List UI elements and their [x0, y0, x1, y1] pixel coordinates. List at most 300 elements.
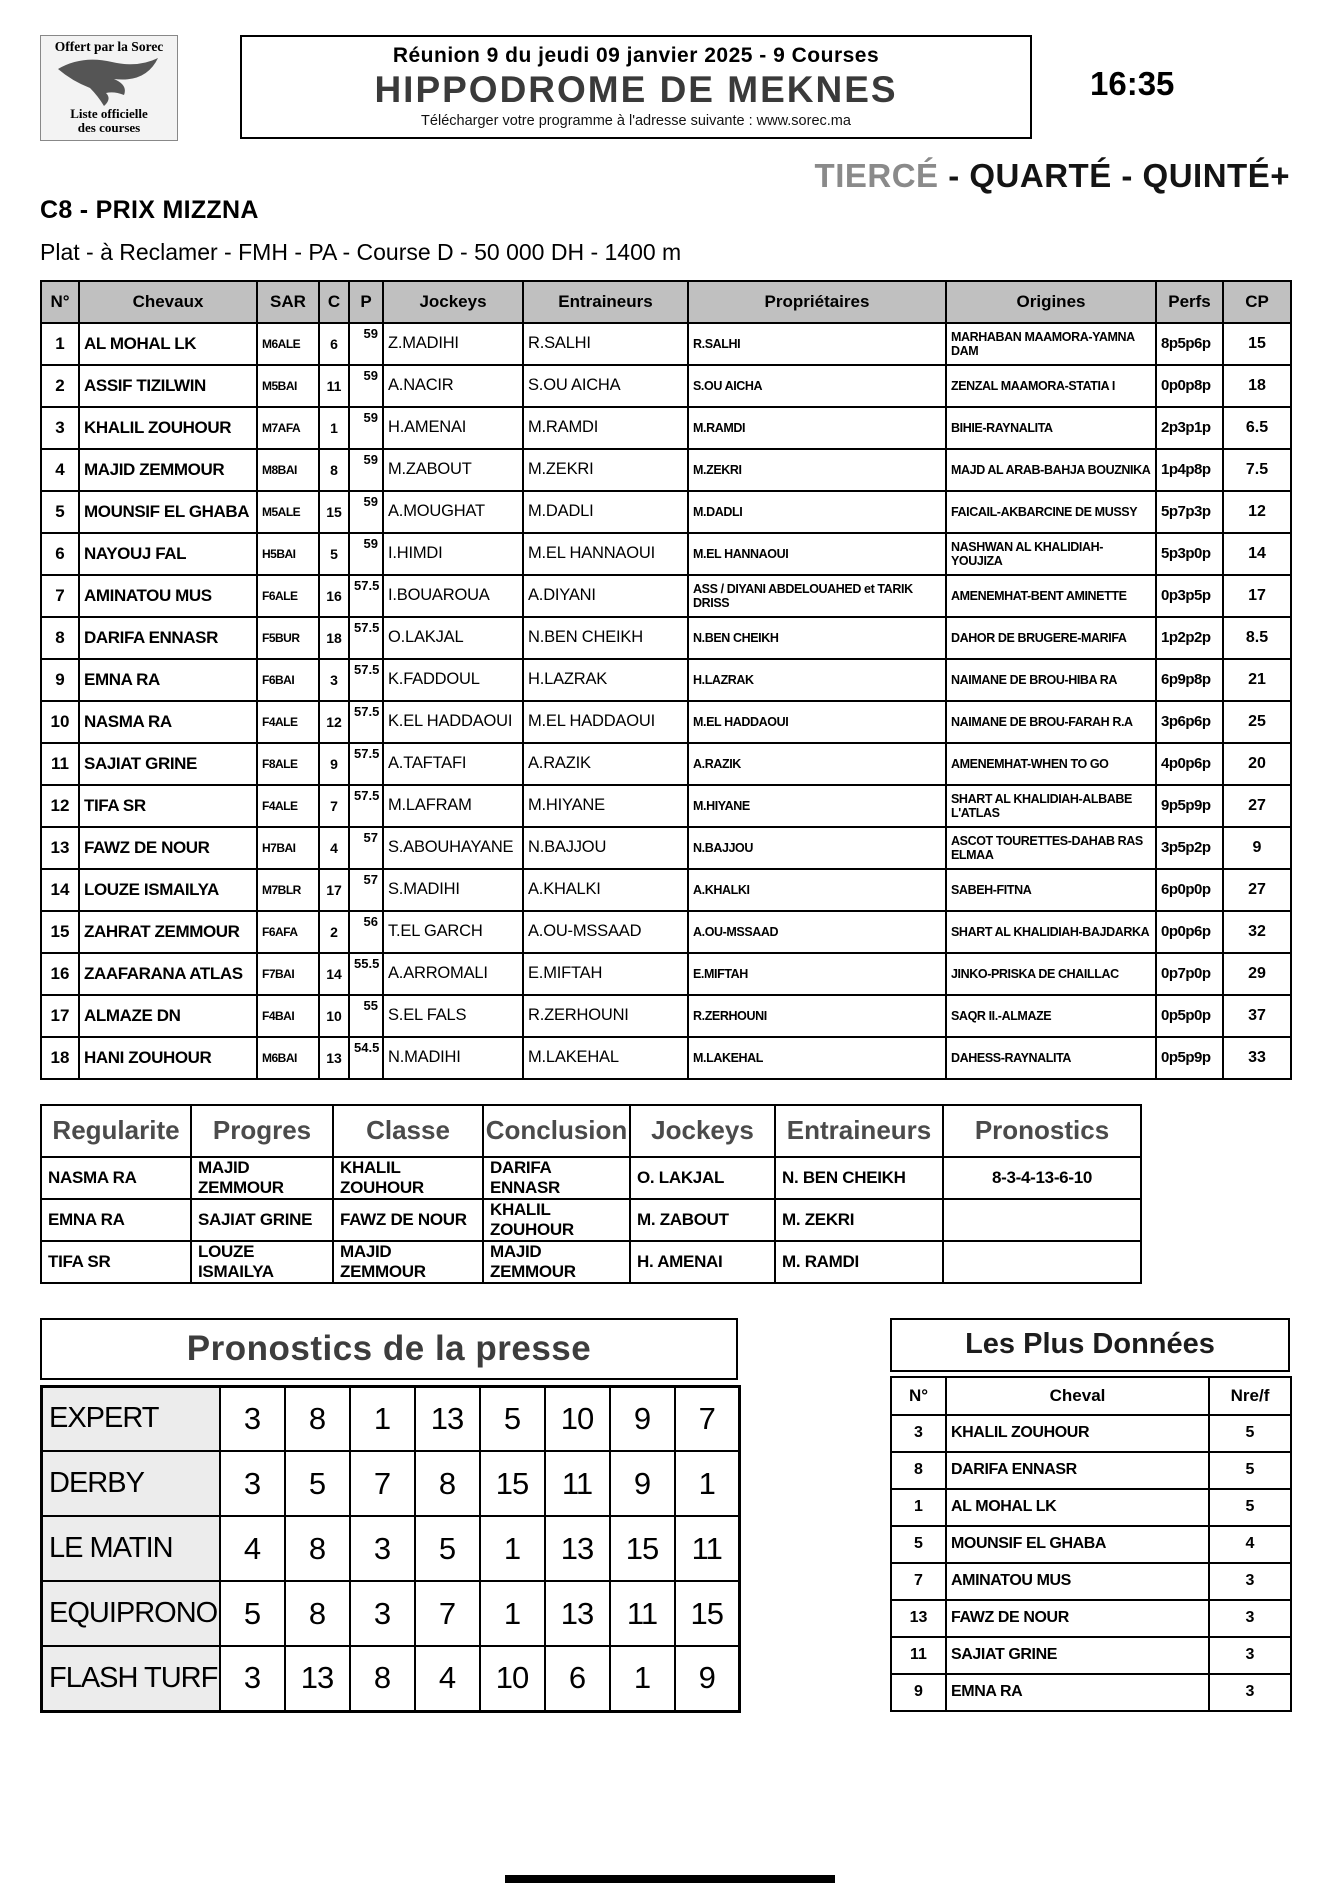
runners-column-header: SAR — [257, 281, 319, 323]
runner-cell: SABEH-FITNA — [946, 869, 1156, 911]
runner-cell: M.DADLI — [523, 491, 688, 533]
press-pick-cell: 3 — [220, 1646, 285, 1711]
most-given-column-header: Cheval — [946, 1377, 1209, 1415]
runner-cell: AMENEMHAT-WHEN TO GO — [946, 743, 1156, 785]
runner-cell: M.ZEKRI — [523, 449, 688, 491]
runner-cell: FAICAIL-AKBARCINE DE MUSSY — [946, 491, 1156, 533]
runner-cell: MAJID ZEMMOUR — [79, 449, 257, 491]
runner-cell: 14 — [319, 953, 349, 995]
runner-cell: M.ZEKRI — [688, 449, 946, 491]
runner-cell: A.OU-MSSAAD — [523, 911, 688, 953]
analysis-cell: M. ZABOUT — [630, 1199, 775, 1241]
runner-cell: M.RAMDI — [688, 407, 946, 449]
press-pick-cell: 11 — [675, 1516, 740, 1581]
runner-cell: BIHIE-RAYNALITA — [946, 407, 1156, 449]
runner-cell: 29 — [1223, 953, 1291, 995]
runner-cell: 6 — [319, 323, 349, 365]
press-pick-cell: 13 — [545, 1581, 610, 1646]
runners-column-header: Entraineurs — [523, 281, 688, 323]
runner-cell: 57.5 — [349, 575, 383, 617]
runner-cell: S.MADIHI — [383, 869, 523, 911]
analysis-cell: O. LAKJAL — [630, 1157, 775, 1199]
runner-cell: 18 — [41, 1037, 79, 1079]
runner-cell: MOUNSIF EL GHABA — [79, 491, 257, 533]
most-given-cell: EMNA RA — [946, 1674, 1209, 1711]
runner-cell: 15 — [319, 491, 349, 533]
runner-cell: S.EL FALS — [383, 995, 523, 1037]
most-given-cell: 1 — [891, 1489, 946, 1526]
runner-row — [41, 575, 1291, 617]
runner-cell: 0p3p5p — [1156, 575, 1223, 617]
runner-cell: O.LAKJAL — [383, 617, 523, 659]
runner-cell: S.ABOUHAYANE — [383, 827, 523, 869]
runner-cell: 15 — [41, 911, 79, 953]
most-given-cell: 3 — [1209, 1637, 1291, 1674]
runner-row — [41, 953, 1291, 995]
runner-cell: 57.5 — [349, 701, 383, 743]
runner-cell: M5ALE — [257, 491, 319, 533]
runner-cell: M.LAFRAM — [383, 785, 523, 827]
runner-cell: F4BAI — [257, 995, 319, 1037]
analysis-column-header: Pronostics — [943, 1105, 1141, 1157]
runner-cell: H5BAI — [257, 533, 319, 575]
runners-column-header: CP — [1223, 281, 1291, 323]
runners-table — [40, 280, 1292, 1080]
runner-cell: M.EL HANNAOUI — [688, 533, 946, 575]
runner-row — [41, 743, 1291, 785]
most-given-cell: 3 — [891, 1415, 946, 1452]
most-given-cell: 3 — [1209, 1674, 1291, 1711]
most-given-row — [891, 1452, 1291, 1489]
runner-cell: 8 — [41, 617, 79, 659]
runner-cell: 59 — [349, 491, 383, 533]
runner-cell: 1p2p2p — [1156, 617, 1223, 659]
runner-cell: 27 — [1223, 869, 1291, 911]
runners-column-header: N° — [41, 281, 79, 323]
analysis-column-header: Regularite — [41, 1105, 191, 1157]
runner-cell: S.OU AICHA — [523, 365, 688, 407]
runner-cell: R.ZERHOUNI — [523, 995, 688, 1037]
runner-row — [41, 785, 1291, 827]
runner-cell: MARHABAN MAAMORA-YAMNA DAM — [946, 323, 1156, 365]
runner-cell: TIFA SR — [79, 785, 257, 827]
most-given-row — [891, 1637, 1291, 1674]
press-pick-cell: 1 — [480, 1516, 545, 1581]
analysis-cell: NASMA RA — [41, 1157, 191, 1199]
runner-cell: 10 — [319, 995, 349, 1037]
runner-cell: M.RAMDI — [523, 407, 688, 449]
runner-row — [41, 617, 1291, 659]
runner-cell: 2 — [41, 365, 79, 407]
runner-cell: 9 — [319, 743, 349, 785]
runner-cell: F4ALE — [257, 701, 319, 743]
analysis-header-row — [41, 1105, 1141, 1157]
runner-cell: M.EL HANNAOUI — [523, 533, 688, 575]
race-title: C8 - PRIX MIZZNA — [40, 195, 259, 224]
bottom-section — [40, 1318, 1290, 1713]
runner-cell: 59 — [349, 407, 383, 449]
most-given-cell: AMINATOU MUS — [946, 1563, 1209, 1600]
runner-cell: 0p5p0p — [1156, 995, 1223, 1037]
analysis-cell: DARIFA ENNASR — [483, 1157, 630, 1199]
press-pick-cell: 9 — [610, 1386, 675, 1451]
runner-cell: N.BAJJOU — [688, 827, 946, 869]
runner-row — [41, 701, 1291, 743]
runner-cell: 16 — [319, 575, 349, 617]
runner-cell: 55.5 — [349, 953, 383, 995]
runner-cell: NAIMANE DE BROU-FARAH R.A — [946, 701, 1156, 743]
press-row — [42, 1386, 740, 1451]
runner-cell: 27 — [1223, 785, 1291, 827]
runner-cell: 56 — [349, 911, 383, 953]
runner-cell: 3 — [319, 659, 349, 701]
runner-cell: NASHWAN AL KHALIDIAH-YOUJIZA — [946, 533, 1156, 575]
runner-cell: 4 — [41, 449, 79, 491]
runner-cell: AMINATOU MUS — [79, 575, 257, 617]
press-pick-cell: EQUIPRONO — [42, 1581, 220, 1646]
runner-cell: AMENEMHAT-BENT AMINETTE — [946, 575, 1156, 617]
analysis-cell: 8-3-4-13-6-10 — [943, 1157, 1141, 1199]
runner-cell: 7 — [319, 785, 349, 827]
most-given-row — [891, 1526, 1291, 1563]
runner-cell: A.NACIR — [383, 365, 523, 407]
press-pick-cell: 15 — [480, 1451, 545, 1516]
runner-cell: 57.5 — [349, 785, 383, 827]
runner-cell: A.DIYANI — [523, 575, 688, 617]
runner-cell: NAYOUJ FAL — [79, 533, 257, 575]
runner-cell: 8 — [319, 449, 349, 491]
runner-cell: K.EL HADDAOUI — [383, 701, 523, 743]
runner-cell: 17 — [319, 869, 349, 911]
runner-cell: M.LAKEHAL — [523, 1037, 688, 1079]
press-row — [42, 1516, 740, 1581]
runner-cell: 37 — [1223, 995, 1291, 1037]
runner-cell: A.KHALKI — [688, 869, 946, 911]
runner-cell: 18 — [1223, 365, 1291, 407]
runner-cell: 11 — [319, 365, 349, 407]
most-given-cell: SAJIAT GRINE — [946, 1637, 1209, 1674]
runner-cell: 0p0p8p — [1156, 365, 1223, 407]
runner-cell: DARIFA ENNASR — [79, 617, 257, 659]
runner-cell: M7AFA — [257, 407, 319, 449]
runner-cell: 33 — [1223, 1037, 1291, 1079]
bet-types-line — [40, 157, 1290, 195]
runner-cell: ZAHRAT ZEMMOUR — [79, 911, 257, 953]
most-given-cell: 5 — [891, 1526, 946, 1563]
press-pick-cell: 8 — [415, 1451, 480, 1516]
runner-cell: M6ALE — [257, 323, 319, 365]
runner-cell: SHART AL KHALIDIAH-BAJDARKA — [946, 911, 1156, 953]
runner-cell: F6AFA — [257, 911, 319, 953]
press-pick-cell: 5 — [220, 1581, 285, 1646]
runner-cell: 2p3p1p — [1156, 407, 1223, 449]
race-time: 16:35 — [1090, 65, 1175, 102]
runner-cell: 54.5 — [349, 1037, 383, 1079]
runner-cell: 13 — [319, 1037, 349, 1079]
most-given-cell: FAWZ DE NOUR — [946, 1600, 1209, 1637]
runner-cell: 20 — [1223, 743, 1291, 785]
meeting-header-box — [240, 35, 1032, 139]
runner-cell: ALMAZE DN — [79, 995, 257, 1037]
runner-cell: F4ALE — [257, 785, 319, 827]
runner-cell: M.ZABOUT — [383, 449, 523, 491]
most-given-cell: AL MOHAL LK — [946, 1489, 1209, 1526]
runner-cell: SAQR II.-ALMAZE — [946, 995, 1156, 1037]
runner-cell: 25 — [1223, 701, 1291, 743]
runner-cell: 14 — [41, 869, 79, 911]
runner-cell: Z.MADIHI — [383, 323, 523, 365]
sorec-bird-logo — [54, 55, 164, 107]
press-pick-cell: 1 — [675, 1451, 740, 1516]
runner-cell: 1 — [41, 323, 79, 365]
analysis-cell: MAJID ZEMMOUR — [191, 1157, 333, 1199]
press-pick-cell: 15 — [610, 1516, 675, 1581]
analysis-cell: LOUZE ISMAILYA — [191, 1241, 333, 1283]
press-pick-cell: 5 — [285, 1451, 350, 1516]
press-pick-cell: 3 — [220, 1386, 285, 1451]
most-given-table — [890, 1376, 1292, 1712]
runner-cell: 7.5 — [1223, 449, 1291, 491]
runner-row — [41, 827, 1291, 869]
runner-cell: 16 — [41, 953, 79, 995]
bet-type-tierce: TIERCÉ — [814, 156, 939, 194]
runner-cell: M6BAI — [257, 1037, 319, 1079]
runners-column-header: C — [319, 281, 349, 323]
runner-cell: 17 — [41, 995, 79, 1037]
runners-column-header: P — [349, 281, 383, 323]
meeting-line: Réunion 9 du jeudi 09 janvier 2025 - 9 Courses — [392, 44, 880, 67]
analysis-cell — [943, 1241, 1141, 1283]
runner-cell: 1p4p8p — [1156, 449, 1223, 491]
analysis-cell — [943, 1199, 1141, 1241]
runner-cell: M7BLR — [257, 869, 319, 911]
page-header — [40, 35, 1290, 141]
runner-cell: 8p5p6p — [1156, 323, 1223, 365]
runner-cell: 12 — [1223, 491, 1291, 533]
press-row — [42, 1581, 740, 1646]
runner-cell: DAHOR DE BRUGERE-MARIFA — [946, 617, 1156, 659]
most-given-cell: 7 — [891, 1563, 946, 1600]
most-given-row — [891, 1415, 1291, 1452]
analysis-row — [41, 1199, 1141, 1241]
runner-cell: M.DADLI — [688, 491, 946, 533]
runner-cell: 59 — [349, 449, 383, 491]
most-given-row — [891, 1563, 1291, 1600]
runner-cell: DAHESS-RAYNALITA — [946, 1037, 1156, 1079]
most-given-cell: 5 — [1209, 1489, 1291, 1526]
runner-cell: 57 — [349, 869, 383, 911]
most-given-column-header: N° — [891, 1377, 946, 1415]
bet-type-quarte-quinte: - QUARTÉ - QUINTÉ+ — [938, 156, 1290, 194]
runner-row — [41, 533, 1291, 575]
runner-cell: 59 — [349, 533, 383, 575]
press-pick-cell: 13 — [545, 1516, 610, 1581]
runner-cell: HANI ZOUHOUR — [79, 1037, 257, 1079]
most-given-cell: MOUNSIF EL GHABA — [946, 1526, 1209, 1563]
runner-cell: 57 — [349, 827, 383, 869]
press-pick-cell: 7 — [675, 1386, 740, 1451]
analysis-row — [41, 1241, 1141, 1283]
runner-cell: 3 — [41, 407, 79, 449]
runner-cell: 0p5p9p — [1156, 1037, 1223, 1079]
press-row — [42, 1646, 740, 1711]
runner-cell: 6p0p0p — [1156, 869, 1223, 911]
most-given-panel — [890, 1318, 1290, 1712]
runner-cell: N.BEN CHEIKH — [688, 617, 946, 659]
runner-row — [41, 911, 1291, 953]
runner-cell: 32 — [1223, 911, 1291, 953]
press-pick-cell: EXPERT — [42, 1386, 220, 1451]
analysis-cell: KHALIL ZOUHOUR — [333, 1157, 483, 1199]
press-pick-cell: 1 — [610, 1646, 675, 1711]
press-pick-cell: 4 — [415, 1646, 480, 1711]
runner-cell: M.EL HADDAOUI — [688, 701, 946, 743]
runner-cell: M.HIYANE — [523, 785, 688, 827]
runner-cell: R.SALHI — [523, 323, 688, 365]
venue-title: HIPPODROME DE MEKNES — [374, 69, 898, 110]
press-pick-cell: 8 — [285, 1386, 350, 1451]
press-pick-cell: LE MATIN — [42, 1516, 220, 1581]
runner-cell: AL MOHAL LK — [79, 323, 257, 365]
most-given-row — [891, 1600, 1291, 1637]
press-pick-cell: 3 — [350, 1516, 415, 1581]
press-pick-cell: 8 — [285, 1581, 350, 1646]
press-pick-cell: 5 — [415, 1516, 480, 1581]
runner-cell: 11 — [41, 743, 79, 785]
runner-cell: S.OU AICHA — [688, 365, 946, 407]
press-pick-cell: DERBY — [42, 1451, 220, 1516]
runner-cell: 14 — [1223, 533, 1291, 575]
press-row — [42, 1451, 740, 1516]
runner-cell: 55 — [349, 995, 383, 1037]
press-pronostics-panel — [40, 1318, 738, 1713]
runner-cell: 4p0p6p — [1156, 743, 1223, 785]
runner-cell: M.HIYANE — [688, 785, 946, 827]
most-given-column-header: Nre/f — [1209, 1377, 1291, 1415]
runner-cell: LOUZE ISMAILYA — [79, 869, 257, 911]
runner-cell: 59 — [349, 323, 383, 365]
press-pick-cell: 15 — [675, 1581, 740, 1646]
runner-cell: 57.5 — [349, 743, 383, 785]
most-given-row — [891, 1489, 1291, 1526]
runner-cell: E.MIFTAH — [523, 953, 688, 995]
runner-cell: A.RAZIK — [688, 743, 946, 785]
most-given-cell: 5 — [1209, 1415, 1291, 1452]
press-pick-cell: FLASH TURF — [42, 1646, 220, 1711]
press-pick-cell: 1 — [350, 1386, 415, 1451]
runner-row — [41, 869, 1291, 911]
runner-cell: F6ALE — [257, 575, 319, 617]
runner-cell: H.LAZRAK — [688, 659, 946, 701]
runner-cell: A.KHALKI — [523, 869, 688, 911]
analysis-cell: EMNA RA — [41, 1199, 191, 1241]
runner-cell: A.RAZIK — [523, 743, 688, 785]
most-given-cell: KHALIL ZOUHOUR — [946, 1415, 1209, 1452]
analysis-cell: H. AMENAI — [630, 1241, 775, 1283]
runner-cell: N.BAJJOU — [523, 827, 688, 869]
press-pick-cell: 11 — [545, 1451, 610, 1516]
runners-column-header: Chevaux — [79, 281, 257, 323]
analysis-cell: MAJID ZEMMOUR — [333, 1241, 483, 1283]
most-given-cell: DARIFA ENNASR — [946, 1452, 1209, 1489]
analysis-cell: N. BEN CHEIKH — [775, 1157, 943, 1199]
analysis-cell: MAJID ZEMMOUR — [483, 1241, 630, 1283]
analysis-column-header: Progres — [191, 1105, 333, 1157]
runner-cell: 5 — [319, 533, 349, 575]
runner-cell: 18 — [319, 617, 349, 659]
runner-cell: 9 — [1223, 827, 1291, 869]
press-pick-cell: 7 — [415, 1581, 480, 1646]
runner-cell: E.MIFTAH — [688, 953, 946, 995]
runner-cell: ZAAFARANA ATLAS — [79, 953, 257, 995]
logo-caption-top: Offert par la Sorec — [54, 39, 164, 54]
press-pick-cell: 13 — [415, 1386, 480, 1451]
runner-cell: A.OU-MSSAAD — [688, 911, 946, 953]
runner-cell: M5BAI — [257, 365, 319, 407]
runners-header-row — [41, 281, 1291, 323]
press-pick-cell: 3 — [220, 1451, 285, 1516]
runner-cell: I.HIMDI — [383, 533, 523, 575]
runner-cell: A.MOUGHAT — [383, 491, 523, 533]
press-pick-cell: 4 — [220, 1516, 285, 1581]
runner-cell: 10 — [41, 701, 79, 743]
runner-row — [41, 491, 1291, 533]
press-pick-cell: 9 — [675, 1646, 740, 1711]
press-pick-cell: 8 — [350, 1646, 415, 1711]
most-given-cell: 8 — [891, 1452, 946, 1489]
analysis-cell: KHALIL ZOUHOUR — [483, 1199, 630, 1241]
runner-cell: F5BUR — [257, 617, 319, 659]
most-given-cell: 3 — [1209, 1563, 1291, 1600]
runner-cell: I.BOUAROUA — [383, 575, 523, 617]
runner-cell: 2 — [319, 911, 349, 953]
most-given-cell: 3 — [1209, 1600, 1291, 1637]
runner-cell: 0p7p0p — [1156, 953, 1223, 995]
runner-cell: 3p6p6p — [1156, 701, 1223, 743]
runner-cell: 9p5p9p — [1156, 785, 1223, 827]
runner-cell: A.TAFTAFI — [383, 743, 523, 785]
runner-cell: 5 — [41, 491, 79, 533]
runner-cell: 1 — [319, 407, 349, 449]
runner-cell: R.SALHI — [688, 323, 946, 365]
analysis-column-header: Conclusion — [483, 1105, 630, 1157]
analysis-cell: FAWZ DE NOUR — [333, 1199, 483, 1241]
runners-column-header: Origines — [946, 281, 1156, 323]
press-pick-cell: 6 — [545, 1646, 610, 1711]
analysis-cell: TIFA SR — [41, 1241, 191, 1283]
runner-cell: 6 — [41, 533, 79, 575]
runner-row — [41, 323, 1291, 365]
download-line: Télécharger votre programme à l'adresse suivante : www.sorec.ma — [421, 113, 851, 129]
runner-cell: T.EL GARCH — [383, 911, 523, 953]
runner-cell: K.FADDOUL — [383, 659, 523, 701]
runner-cell: 12 — [319, 701, 349, 743]
runners-column-header: Jockeys — [383, 281, 523, 323]
runner-row — [41, 365, 1291, 407]
most-given-cell: 4 — [1209, 1526, 1291, 1563]
runner-cell: NASMA RA — [79, 701, 257, 743]
analysis-column-header: Entraineurs — [775, 1105, 943, 1157]
press-pronostics-title: Pronostics de la presse — [40, 1318, 738, 1380]
runner-cell: 57.5 — [349, 659, 383, 701]
runner-cell: 6p9p8p — [1156, 659, 1223, 701]
runner-cell: M.LAKEHAL — [688, 1037, 946, 1079]
runner-cell: EMNA RA — [79, 659, 257, 701]
runner-cell: 21 — [1223, 659, 1291, 701]
runner-cell: 0p0p6p — [1156, 911, 1223, 953]
runner-cell: SHART AL KHALIDIAH-ALBABE L'ATLAS — [946, 785, 1156, 827]
runner-row — [41, 449, 1291, 491]
